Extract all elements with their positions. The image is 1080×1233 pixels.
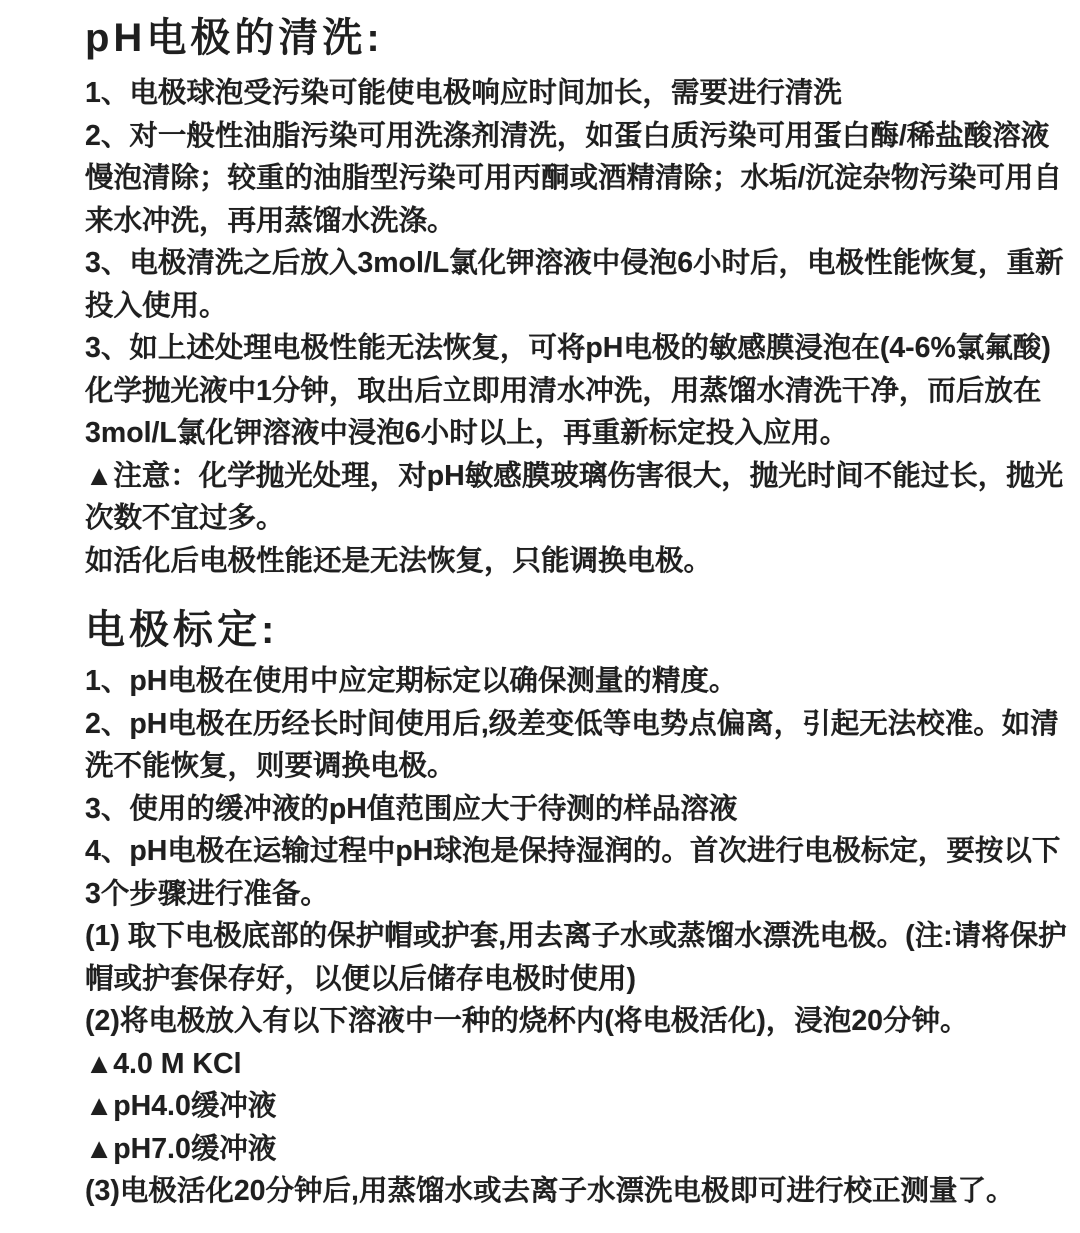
text-line: 3mol/L氯化钾溶液中浸泡6小时以上，再重新标定投入应用。 xyxy=(85,417,849,449)
text-line: 1、pH电极在使用中应定期标定以确保测量的精度。 xyxy=(85,665,738,697)
text-line: 次数不宜过多。 xyxy=(85,502,285,534)
text-line: ▲pH7.0缓冲液 xyxy=(85,1132,277,1165)
section-body-calibration xyxy=(85,660,1067,1213)
section-calibration xyxy=(85,608,1067,1213)
text-line: 慢泡清除；较重的油脂型污染可用丙酮或酒精清除；水垢/沉淀杂物污染可用自 xyxy=(85,162,1062,194)
text-line: 帽或护套保存好，以便以后储存电极时使用) xyxy=(85,962,636,995)
text-line: 3、电极清洗之后放入3mol/L氯化钾溶液中侵泡6小时后，电极性能恢复，重新 xyxy=(85,247,1064,279)
text-line: ▲注意：化学抛光处理，对pH敏感膜玻璃伤害很大，抛光时间不能过长，抛光 xyxy=(85,459,1064,492)
text-line: 3个步骤进行准备。 xyxy=(85,877,329,910)
text-line: 化学抛光液中1分钟，取出后立即用清水冲洗，用蒸馏水清洗干净，而后放在 xyxy=(85,374,1042,407)
section-cleaning xyxy=(85,16,1064,582)
text-line: (1) 取下电极底部的保护帽或护套,用去离子水或蒸馏水漂洗电极。(注:请将保护 xyxy=(85,920,1067,952)
text-line: 来水冲洗，再用蒸馏水洗涤。 xyxy=(85,204,456,237)
section-title-cleaning: pH电极的清洗: xyxy=(85,16,384,60)
text-line: (3)电极活化20分钟后,用蒸馏水或去离子水漂洗电极即可进行校正测量了。 xyxy=(85,1175,1015,1207)
section-title-calibration: 电极标定: xyxy=(85,608,279,652)
text-line: ▲pH4.0缓冲液 xyxy=(85,1090,277,1122)
text-line: 1、电极球泡受污染可能使电极响应时间加长，需要进行清洗 xyxy=(85,77,842,109)
section-body-cleaning xyxy=(85,72,1064,582)
text-line: (2)将电极放入有以下溶液中一种的烧杯内(将电极活化)，浸泡20分钟。 xyxy=(85,1005,969,1037)
text-line: 洗不能恢复，则要调换电极。 xyxy=(85,750,456,782)
text-line: 3、使用的缓冲液的pH值范围应大于待测的样品溶液 xyxy=(85,792,738,825)
text-line: ▲4.0 M KCl xyxy=(85,1047,242,1080)
text-line: 4、pH电极在运输过程中pH球泡是保持湿润的。首次进行电极标定，要按以下 xyxy=(85,835,1061,867)
text-line: 3、如上述处理电极性能无法恢复，可将pH电极的敏感膜浸泡在(4-6%氯氟酸) xyxy=(85,332,1051,364)
text-line: 2、pH电极在历经长时间使用后,级差变低等电势点偏离，引起无法校准。如清 xyxy=(85,707,1059,740)
text-line: 如活化后电极性能还是无法恢复，只能调换电极。 xyxy=(85,544,713,577)
text-line: 2、对一般性油脂污染可用洗涤剂清洗，如蛋白质污染可用蛋白酶/稀盐酸溶液 xyxy=(85,119,1050,152)
text-line: 投入使用。 xyxy=(85,289,228,322)
